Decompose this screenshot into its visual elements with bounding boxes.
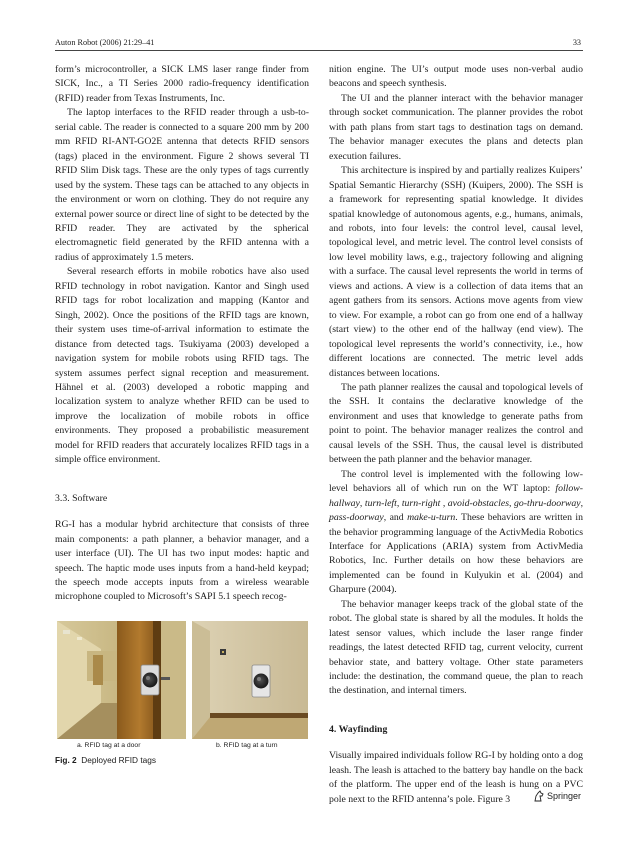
subcaption-b: b. RFID tag at a turn xyxy=(216,742,278,749)
page-number: 33 xyxy=(572,38,581,47)
figure-caption-text: Deployed RFID tags xyxy=(81,755,157,765)
photo-rfid-tag-at-door xyxy=(57,621,186,739)
behavior-name: turn-left xyxy=(364,497,397,509)
behavior-name: avoid-obstacles xyxy=(447,497,509,509)
paragraph: This architecture is inspired by and partially realizes Kuipers’ Spatial Semantic Hierarchy (SSH) (Kuipers, 2000). The SSH is a framework for representing spatial knowledge. It divides spatial knowledge of autonomous agents, e.g., humans, animals, and robots, into four levels: the control level, causal level, topological level, and metric level. The control level consists of low level mobility laws, e.g., trajectory following and aligning with a surface. The causal level represents the world in terms of views and actions. A view is a collection of data items that an agent gathers from its sensors. Actions move agents from view to view. For example, a robot can go from one end of a hallway (start view) to the other end of the hallway (end view). The topological level represents the world’s connectivity, i.e., how different locations are connected. The metric level adds distances between locations. xyxy=(329,165,583,379)
springer-horse-icon xyxy=(533,790,545,802)
header-rule xyxy=(55,50,583,51)
right-column xyxy=(329,63,583,807)
subcaption-a: a. RFID tag at a door xyxy=(77,742,141,749)
paragraph: The laptop interfaces to the RFID reader through a usb-to-serial cable. The reader is connected to a square 200 mm by 200 mm RFID RI-ANT-GO2E antenna that detects RFID sensors (tags) placed in the environment. Figure 2 shows several TI RFID Slim Disk tags. These are the only types of tags currently used by the system. These tags can be attached to any objects in the environment or worn on clothing. They do not require any external power source or direct line of sight to be detected by the RFID reader. They are activated by the spherical electromagnetic field generated by the RFID antenna with a radius of approximately 1.5 meters. xyxy=(55,107,309,263)
paragraph: The path planner realizes the causal and topological levels of the SSH. It contains the declarative knowledge of the environment and uses that knowledge to generate paths from point to point. The behavior manager realizes the control and causal levels of the SSH. Thus, the causal level is distributed between the path planner and the behavior manager. xyxy=(329,381,583,466)
photo-rfid-tag-at-turn xyxy=(192,621,308,739)
behavior-name: follow-hallway xyxy=(329,483,583,509)
behavior-name: pass-doorway xyxy=(329,512,384,524)
behavior-name: make-u-turn xyxy=(407,512,456,524)
paragraph: The control level is implemented with the following low-level behaviors all of which run on the WT laptop: follow-hallway, turn-left, turn-right , avoid-obstacles, go-thru-doorway, pass-doorway, and make-u-turn. These behaviors are written in the behavior programming language of the ActivMedia Robotics Interface for Applications (ARIA) system from ActivMedia Robotics, Inc. Further details on how these behaviors are implemented can be found in Kulyukin et al. (2004) and Gharpure (2004). xyxy=(329,468,584,596)
paragraph: The UI and the planner interact with the behavior manager through socket communication. The planner provides the robot with path plans from start tags to destination tags on demand. The behavior manager executes the plans and detects plan execution failures. xyxy=(329,92,583,162)
behavior-name: turn-right xyxy=(401,497,441,509)
figure-label: Fig. 2 xyxy=(55,755,77,765)
paragraph: The behavior manager keeps track of the global state of the robot. The global state is shared by all the modules. It holds the latest sensor values, which include the laser range finder readings, the latest detected RFID tag, current velocity, current behavior state, and battery voltage. Other state parameters include: the destination, the command queue, the plan to reach the destination, and internal timers. xyxy=(329,598,583,697)
left-column xyxy=(55,63,309,605)
behavior-name: go-thru-doorway xyxy=(513,497,581,509)
paragraph: RG-I has a modular hybrid architecture that consists of three main components: a path planner, a behavior manager, and a user interface (UI). The UI has two input modes: haptic and speech. The haptic mode uses inputs from a hand-held keypad; the speech mode accepts inputs from a wireless wearable microphone coupled to Microsoft’s SAPI 5.1 speech recog- xyxy=(55,519,309,603)
section-heading-wayfinding: 4. Wayfinding xyxy=(329,723,388,735)
figure-caption xyxy=(55,755,156,765)
paragraph: Several research efforts in mobile robotics have also used RFID technology in robot navigation. Kantor and Singh used RFID tags for robot localization and mapping (Kantor and Singh, 2002). Once the positions of the RFID tags are known, their system uses time-of-arrival information to estimate the distance from detected tags. Tsukiyama (2003) developed a navigation system for mobile robots using RFID tags. The system assumes perfect signal reception and measurement. Hähnel et al. (2003) developed a robotic mapping and localization system to analyze whether RFID can be used to improve the localization of mobile robots in office environments. They proposed a probabilistic measurement model for RFID readers that accurately localizes RFID tags in a simple office environment. xyxy=(55,266,309,466)
paragraph: form’s microcontroller, a SICK LMS laser range finder from SICK, Inc., a TI Series 2000 radio-frequency identification (RFID) reader from Texas Instruments, Inc. xyxy=(55,64,309,104)
paragraph: nition engine. The UI’s output mode uses non-verbal audio beacons and speech synthesis. xyxy=(329,64,583,90)
paragraph: Visually impaired individuals follow RG-I by holding onto a dog leash. The leash is attached to the battery bay handle on the back of the platform. The upper end of the leash is hung on a PVC pole next to the RFID antenna’s pole. Figure 3 xyxy=(329,750,583,805)
running-header-journal: Auton Robot (2006) 21:29–41 xyxy=(55,38,155,47)
publisher-logo xyxy=(533,790,581,802)
section-heading-software: 3.3. Software xyxy=(55,492,108,504)
publisher-name: Springer xyxy=(546,791,581,801)
